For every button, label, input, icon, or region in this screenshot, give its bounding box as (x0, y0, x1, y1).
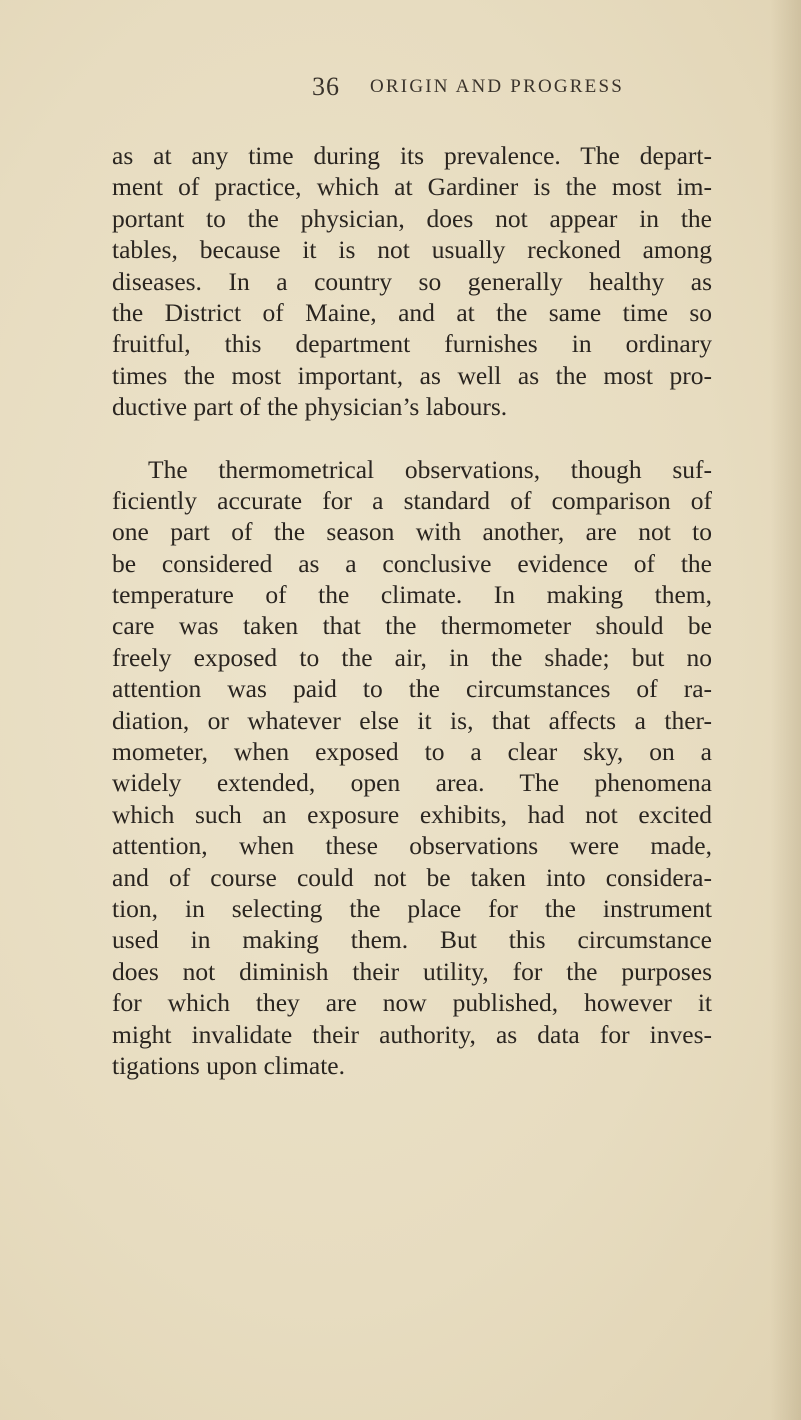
text-line: times the most important, as well as the most pro- (112, 360, 712, 390)
text-line: used in making them. But this circumstance (112, 925, 712, 955)
text-line: tigations upon climate. (112, 1050, 345, 1080)
text-line: attention was paid to the circumstances of ra- (112, 674, 712, 704)
text-line: fruitful, this department furnishes in ordinary (112, 329, 712, 359)
text-line: be considered as a conclusive evidence of the (112, 548, 712, 578)
text-line: attention, when these observations were made, (112, 831, 712, 861)
page-number: 36 (312, 72, 340, 101)
text-line: mometer, when exposed to a clear sky, on a (112, 737, 712, 767)
text-line: might invalidate their authority, as data for inves- (112, 1019, 712, 1049)
text-line: does not diminish their utility, for the purposes (112, 956, 712, 986)
text-line: for which they are now published, however it (112, 988, 712, 1018)
text-line: The thermometrical observations, though suf- (148, 454, 712, 484)
text-line: tables, because it is not usually reckoned among (112, 235, 712, 265)
text-line: care was taken that the thermometer should be (112, 611, 712, 641)
text-line: temperature of the climate. In making them, (112, 580, 712, 610)
paragraph-gap (112, 423, 712, 454)
text-line: ductive part of the physician’s labours. (112, 392, 508, 422)
paragraph-2 (112, 454, 712, 1082)
text-line: tion, in selecting the place for the instrument (112, 893, 712, 923)
text-line: as at any time during its prevalence. The depart- (112, 141, 712, 170)
text-line: freely exposed to the air, in the shade; but no (112, 642, 712, 672)
running-title: ORIGIN AND PROGRESS (370, 76, 625, 97)
text-line: and of course could not be taken into considera- (112, 862, 712, 892)
text-line: ficiently accurate for a standard of comparison of (112, 485, 712, 515)
running-head (40, 72, 640, 112)
text-line: diation, or whatever else it is, that affects a ther- (112, 705, 712, 735)
paragraph-1 (112, 140, 712, 423)
text-line: the District of Maine, and at the same time so (112, 297, 712, 327)
text-line: widely extended, open area. The phenomena (112, 768, 712, 798)
text-line: which such an exposure exhibits, had not excited (112, 799, 712, 829)
text-line: ment of practice, which at Gardiner is the most im- (112, 172, 712, 202)
text-line: diseases. In a country so generally healthy as (112, 266, 712, 296)
text-line: portant to the physician, does not appear in the (112, 203, 712, 233)
body-text (112, 140, 712, 1081)
text-line: one part of the season with another, are not to (112, 517, 712, 547)
